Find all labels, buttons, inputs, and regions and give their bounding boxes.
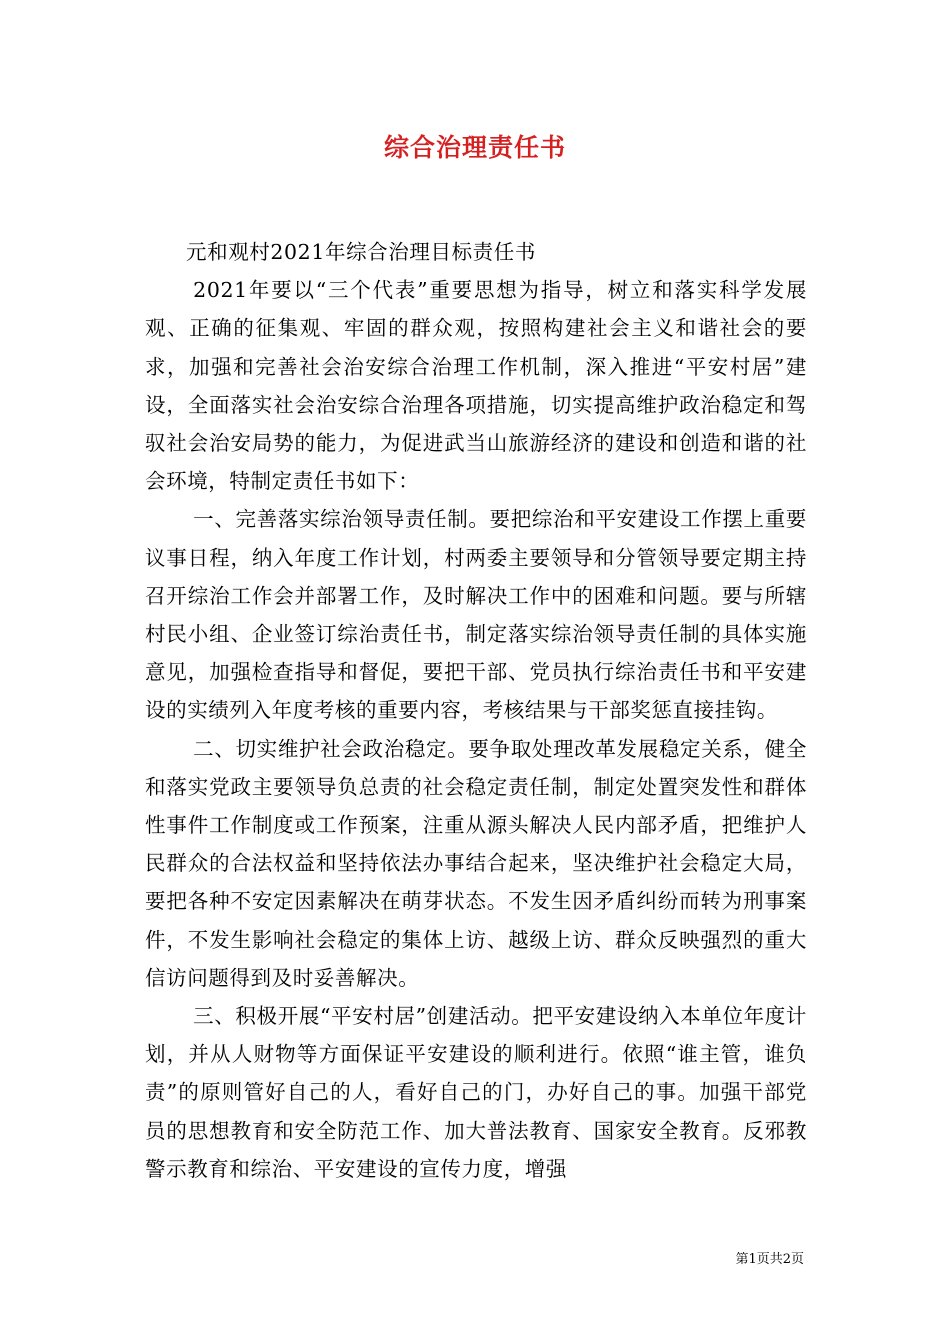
document-subtitle: 元和观村2021年综合治理目标责任书 — [186, 240, 536, 264]
paragraph-section-1: 一、完善落实综治领导责任制。要把综治和平安建设工作摆上重要议事日程，纳入年度工作计划，村两委主要领导和分管领导要定期主持召开综治工作会并部署工作，及时解决工作中的困难和问题。要与所辖村民小组、企业签订综治责任书，制定落实综治领导责任制的具体实施意见，加强检查指导和督促，要把干部、党员执行综治责任书和平安建设的实绩列入年度考核的重要内容，考核结果与干部奖惩直接挂钩。 — [145, 507, 807, 723]
page-number: 第1页共2页 — [735, 1252, 804, 1267]
paragraph-intro: 2021年要以“三个代表”重要思想为指导，树立和落实科学发展观、正确的征集观、牢固的群众观，按照构建社会主义和谐社会的要求，加强和完善社会治安综合治理工作机制，深入推进“平安村居”建设，全面落实社会治安综合治理各项措施，切实提高维护政治稳定和驾驭社会治安局势的能力，为促进武当山旅游经济的建设和创造和谐的社会环境，特制定责任书如下： — [145, 278, 807, 494]
document-title: 综合治理责任书 — [383, 133, 566, 162]
paragraph-section-2: 二、切实维护社会政治稳定。要争取处理改革发展稳定关系，健全和落实党政主要领导负总责的社会稳定责任制，制定处置突发性和群体性事件工作制度或工作预案，注重从源头解决人民内部矛盾，把维护人民群众的合法权益和坚持依法办事结合起来，坚决维护社会稳定大局，要把各种不安定因素解决在萌芽状态。不发生因矛盾纠纷而转为刑事案件，不发生影响社会稳定的集体上访、越级上访、群众反映强烈的重大信访问题得到及时妥善解决。 — [145, 736, 807, 990]
paragraph-section-3: 三、积极开展“平安村居”创建活动。把平安建设纳入本单位年度计划，并从人财物等方面保证平安建设的顺利进行。依照“谁主管，谁负责”的原则管好自己的人，看好自己的门，办好自己的事。加强干部党员的思想教育和安全防范工作、加大普法教育、国家安全教育。反邪教警示教育和综治、平安建设的宣传力度，增强 — [145, 1004, 807, 1181]
document-body — [145, 233, 807, 1188]
